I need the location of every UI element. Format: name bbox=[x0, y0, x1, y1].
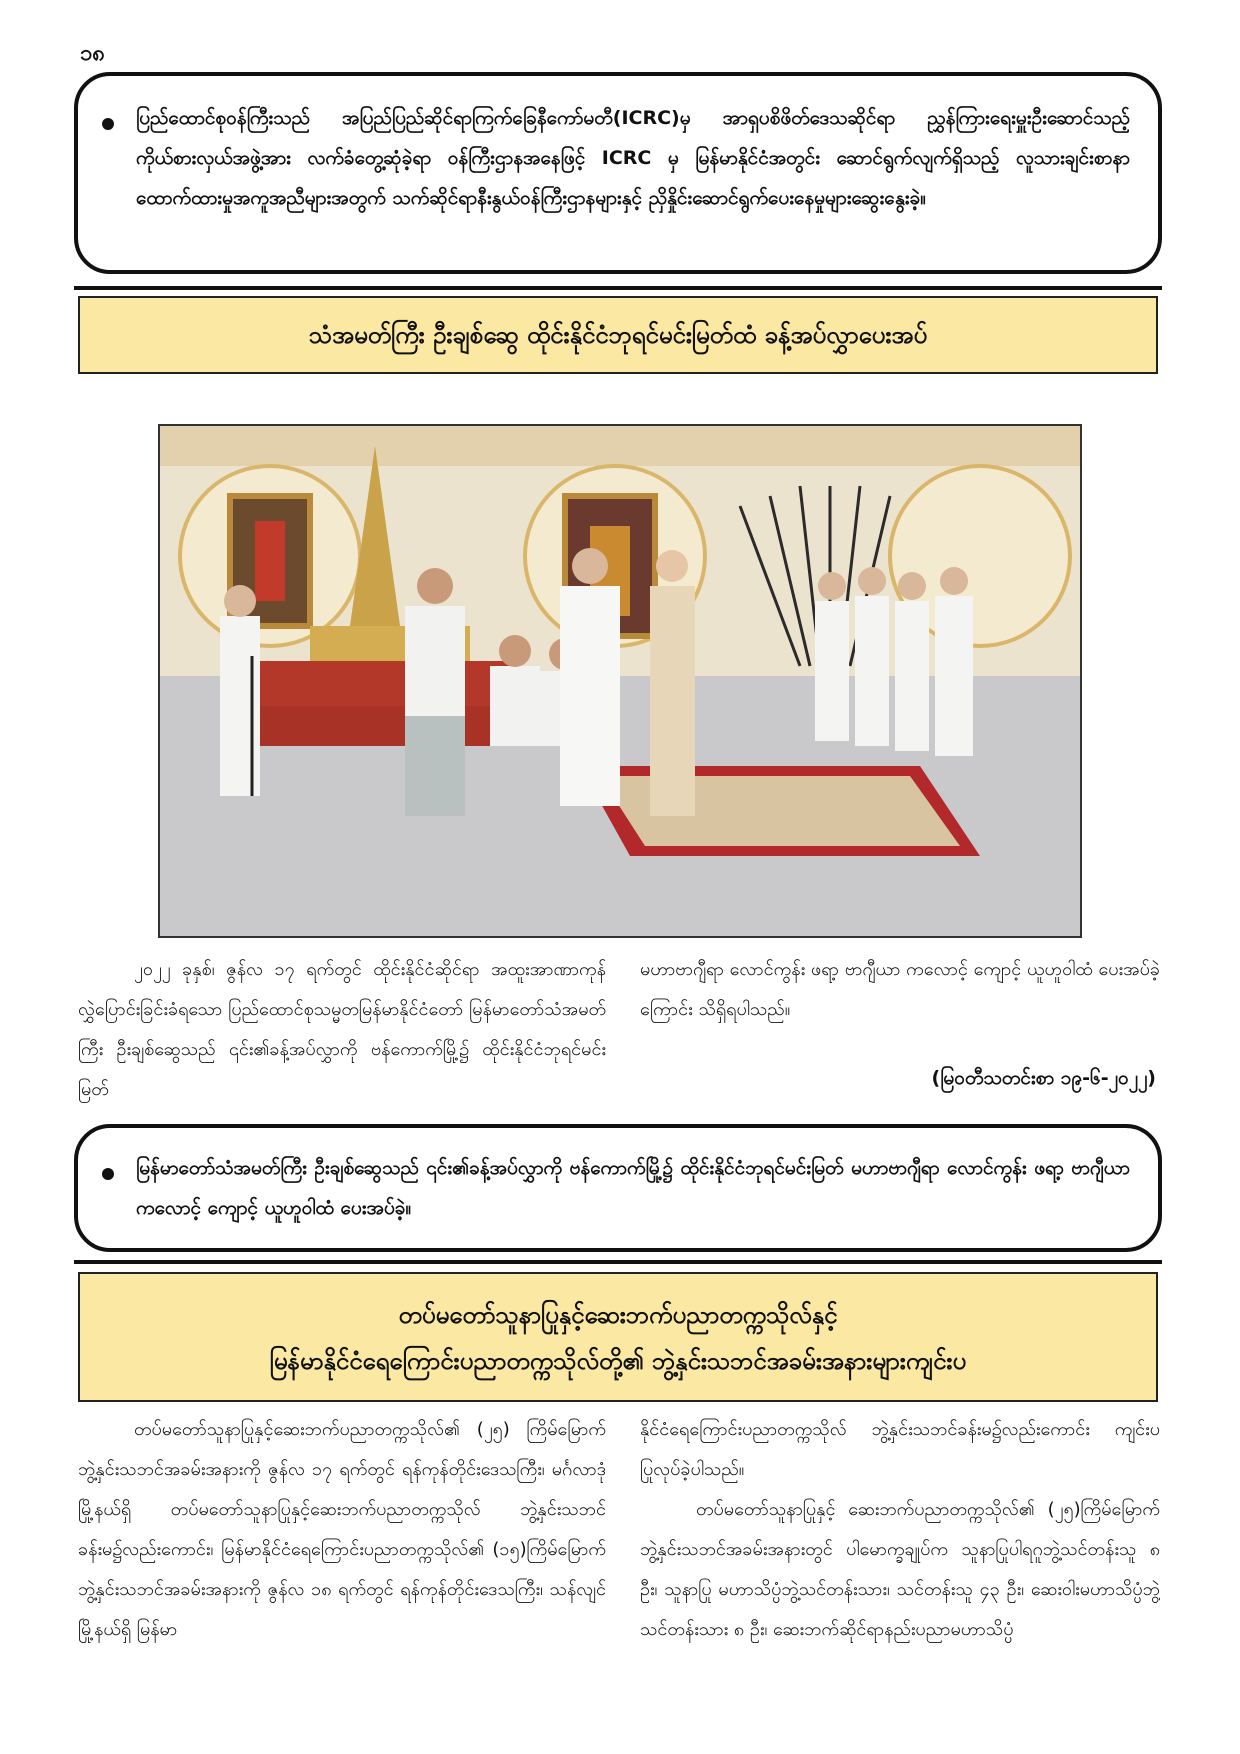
ceremony-photo-illustration bbox=[160, 426, 1080, 936]
summary-text: မြန်မာတော်သံအမတ်ကြီး ဦးချစ်ဆွေသည် ၎င်း၏ခန့်အပ်လွှာကို ဗန်ကောက်မြို့၌ ထိုင်းနိုင်ငံဘုရင်မင်းမြတ် မဟာဗာဂျီရာ လောင်ကွန်း ဖရာ့ ဗာဂျီယာ ကလောင့် ကျောင့် ယူဟူဝါထံ ပေးအပ်ခဲ့။ bbox=[136, 1157, 1130, 1219]
article2-column-right bbox=[640, 1410, 1160, 1740]
section-title-graduation bbox=[78, 1272, 1158, 1402]
summary-text: ပြည်ထောင်စုဝန်ကြီးသည် အပြည်ပြည်ဆိုင်ရာကြက်ခြေနီကော်မတီ(ICRC)မှ အာရှပစိဖိတ်ဒေသဆိုင်ရာ ညွှန်ကြားရေးမှူးဦးဆောင်သည့်ကိုယ်စားလှယ်အဖွဲ့အား လက်ခံတွေ့ဆုံခဲ့ရာ ဝန်ကြီးဌာနအနေဖြင့် ICRC မှ မြန်မာနိုင်ငံအတွင်း ဆောင်ရွက်လျက်ရှိသည့် လူသားချင်းစာနာထောက်ထားမှုအကူအညီများအတွက် သက်ဆိုင်ရာနီးနွယ်ဝန်ကြီးဌာနများနှင့် ညှိနှိုင်းဆောင်ရွက်ပေးနေမှုများဆွေးနွေးခဲ့။ bbox=[136, 107, 1130, 209]
article1-paragraph-continued: မဟာဗာဂျီရာ လောင်ကွန်း ဖရာ့ ဗာဂျီယာ ကလောင့် ကျောင့် ယူဟူဝါထံ ပေးအပ်ခဲ့ကြောင်း သိရှိရပါသည်။ bbox=[640, 959, 1160, 1020]
section-title-line1: တပ်မတော်သူနာပြုနှင့်ဆေးဘက်ပညာတက္ကသိုလ်နှင့် bbox=[398, 1301, 838, 1329]
page-number: ၁၈ bbox=[80, 41, 105, 66]
article1-paragraph: ၂၀၂၂ ခုနှစ်၊ ဇွန်လ ၁၇ ရက်တွင် ထိုင်းနိုင်ငံဆိုင်ရာ အထူးအာဏာကုန်လွှဲပြောင်းခြင်းခံရသော ပြည်ထောင်စုသမ္မတမြန်မာနိုင်ငံတော် မြန်မာတော်သံအမတ်ကြီး ဦးချစ်ဆွေသည် ၎င်း၏ခန့်အပ်လွှာကို ဗန်ကောက်မြို့၌ ထိုင်းနိုင်ငံဘုရင်မင်းမြတ် bbox=[78, 959, 606, 1100]
ceremony-photo bbox=[158, 424, 1082, 938]
summary-box-icrc bbox=[74, 72, 1162, 274]
article1-column-right bbox=[640, 950, 1160, 1030]
article2-paragraph: တပ်မတော်သူနာပြုနှင့်ဆေးဘက်ပညာတက္ကသိုလ်၏ (၂၅) ကြိမ်မြောက် ဘွဲ့နှင်းသဘင်အခမ်းအနားကို ဇွန်လ ၁၇ ရက်တွင် ရန်ကုန်တိုင်းဒေသကြီး၊ မင်္ဂလာဒုံမြို့နယ်ရှိ တပ်မတော်သူနာပြုနှင့်ဆေးဘက်ပညာတက္ကသိုလ် ဘွဲ့နှင်းသဘင်ခန်းမ၌လည်းကောင်း၊ မြန်မာနိုင်ငံရေကြောင်းပညာတက္ကသိုလ်၏ (၁၅)ကြိမ်မြောက် ဘွဲ့နှင်းသဘင်အခမ်းအနားကို ဇွန်လ ၁၈ ရက်တွင် ရန်ကုန်တိုင်းဒေသကြီး၊ သန်လျင်မြို့နယ်ရှိ မြန်မာ bbox=[78, 1419, 606, 1640]
section-title-ambassador bbox=[78, 296, 1158, 374]
bullet-icon bbox=[102, 1168, 114, 1180]
section-title-text: သံအမတ်ကြီး ဦးချစ်ဆွေ ထိုင်းနိုင်ငံဘုရင်မင်းမြတ်ထံ ခန့်အပ်လွှာပေးအပ် bbox=[308, 321, 928, 349]
article2-column-left bbox=[78, 1410, 606, 1740]
article1-source: (မြဝတီသတင်းစာ ၁၉-၆-၂၀၂၂) bbox=[931, 1067, 1156, 1089]
article2-paragraph-continued: နိုင်ငံရေကြောင်းပညာတက္ကသိုလ် ဘွဲ့နှင်းသဘင်ခန်းမ၌လည်းကောင်း ကျင်းပပြုလုပ်ခဲ့ပါသည်။ bbox=[640, 1419, 1160, 1480]
section-divider bbox=[74, 286, 1162, 290]
article2-paragraph-2: တပ်မတော်သူနာပြုနှင့် ဆေးဘက်ပညာတက္ကသိုလ်၏ (၂၅)ကြိမ်မြောက် ဘွဲ့နှင်းသဘင်အခမ်းအနားတွင် ပါမောက္ခချုပ်က သူနာပြုပါရဂူဘွဲ့သင်တန်းသူ ၈ ဦး၊ သူနာပြု မဟာသိပ္ပံဘွဲ့သင်တန်းသား၊ သင်တန်းသူ ၄၃ ဦး၊ ဆေးဝါးမဟာသိပ္ပံဘွဲ့သင်တန်းသား ၈ ဦး၊ ဆေးဘက်ဆိုင်ရာနည်းပညာမဟာသိပ္ပံ bbox=[640, 1499, 1160, 1640]
bullet-icon bbox=[102, 118, 114, 130]
section-divider bbox=[74, 1260, 1162, 1264]
article1-column-left bbox=[78, 950, 606, 1110]
section-title-line2: မြန်မာနိုင်ငံရေကြောင်းပညာတက္ကသိုလ်တို့၏ ဘွဲ့နှင်းသဘင်အခမ်းအနားများကျင်းပ bbox=[269, 1347, 967, 1375]
summary-box-ambassador bbox=[74, 1124, 1162, 1252]
